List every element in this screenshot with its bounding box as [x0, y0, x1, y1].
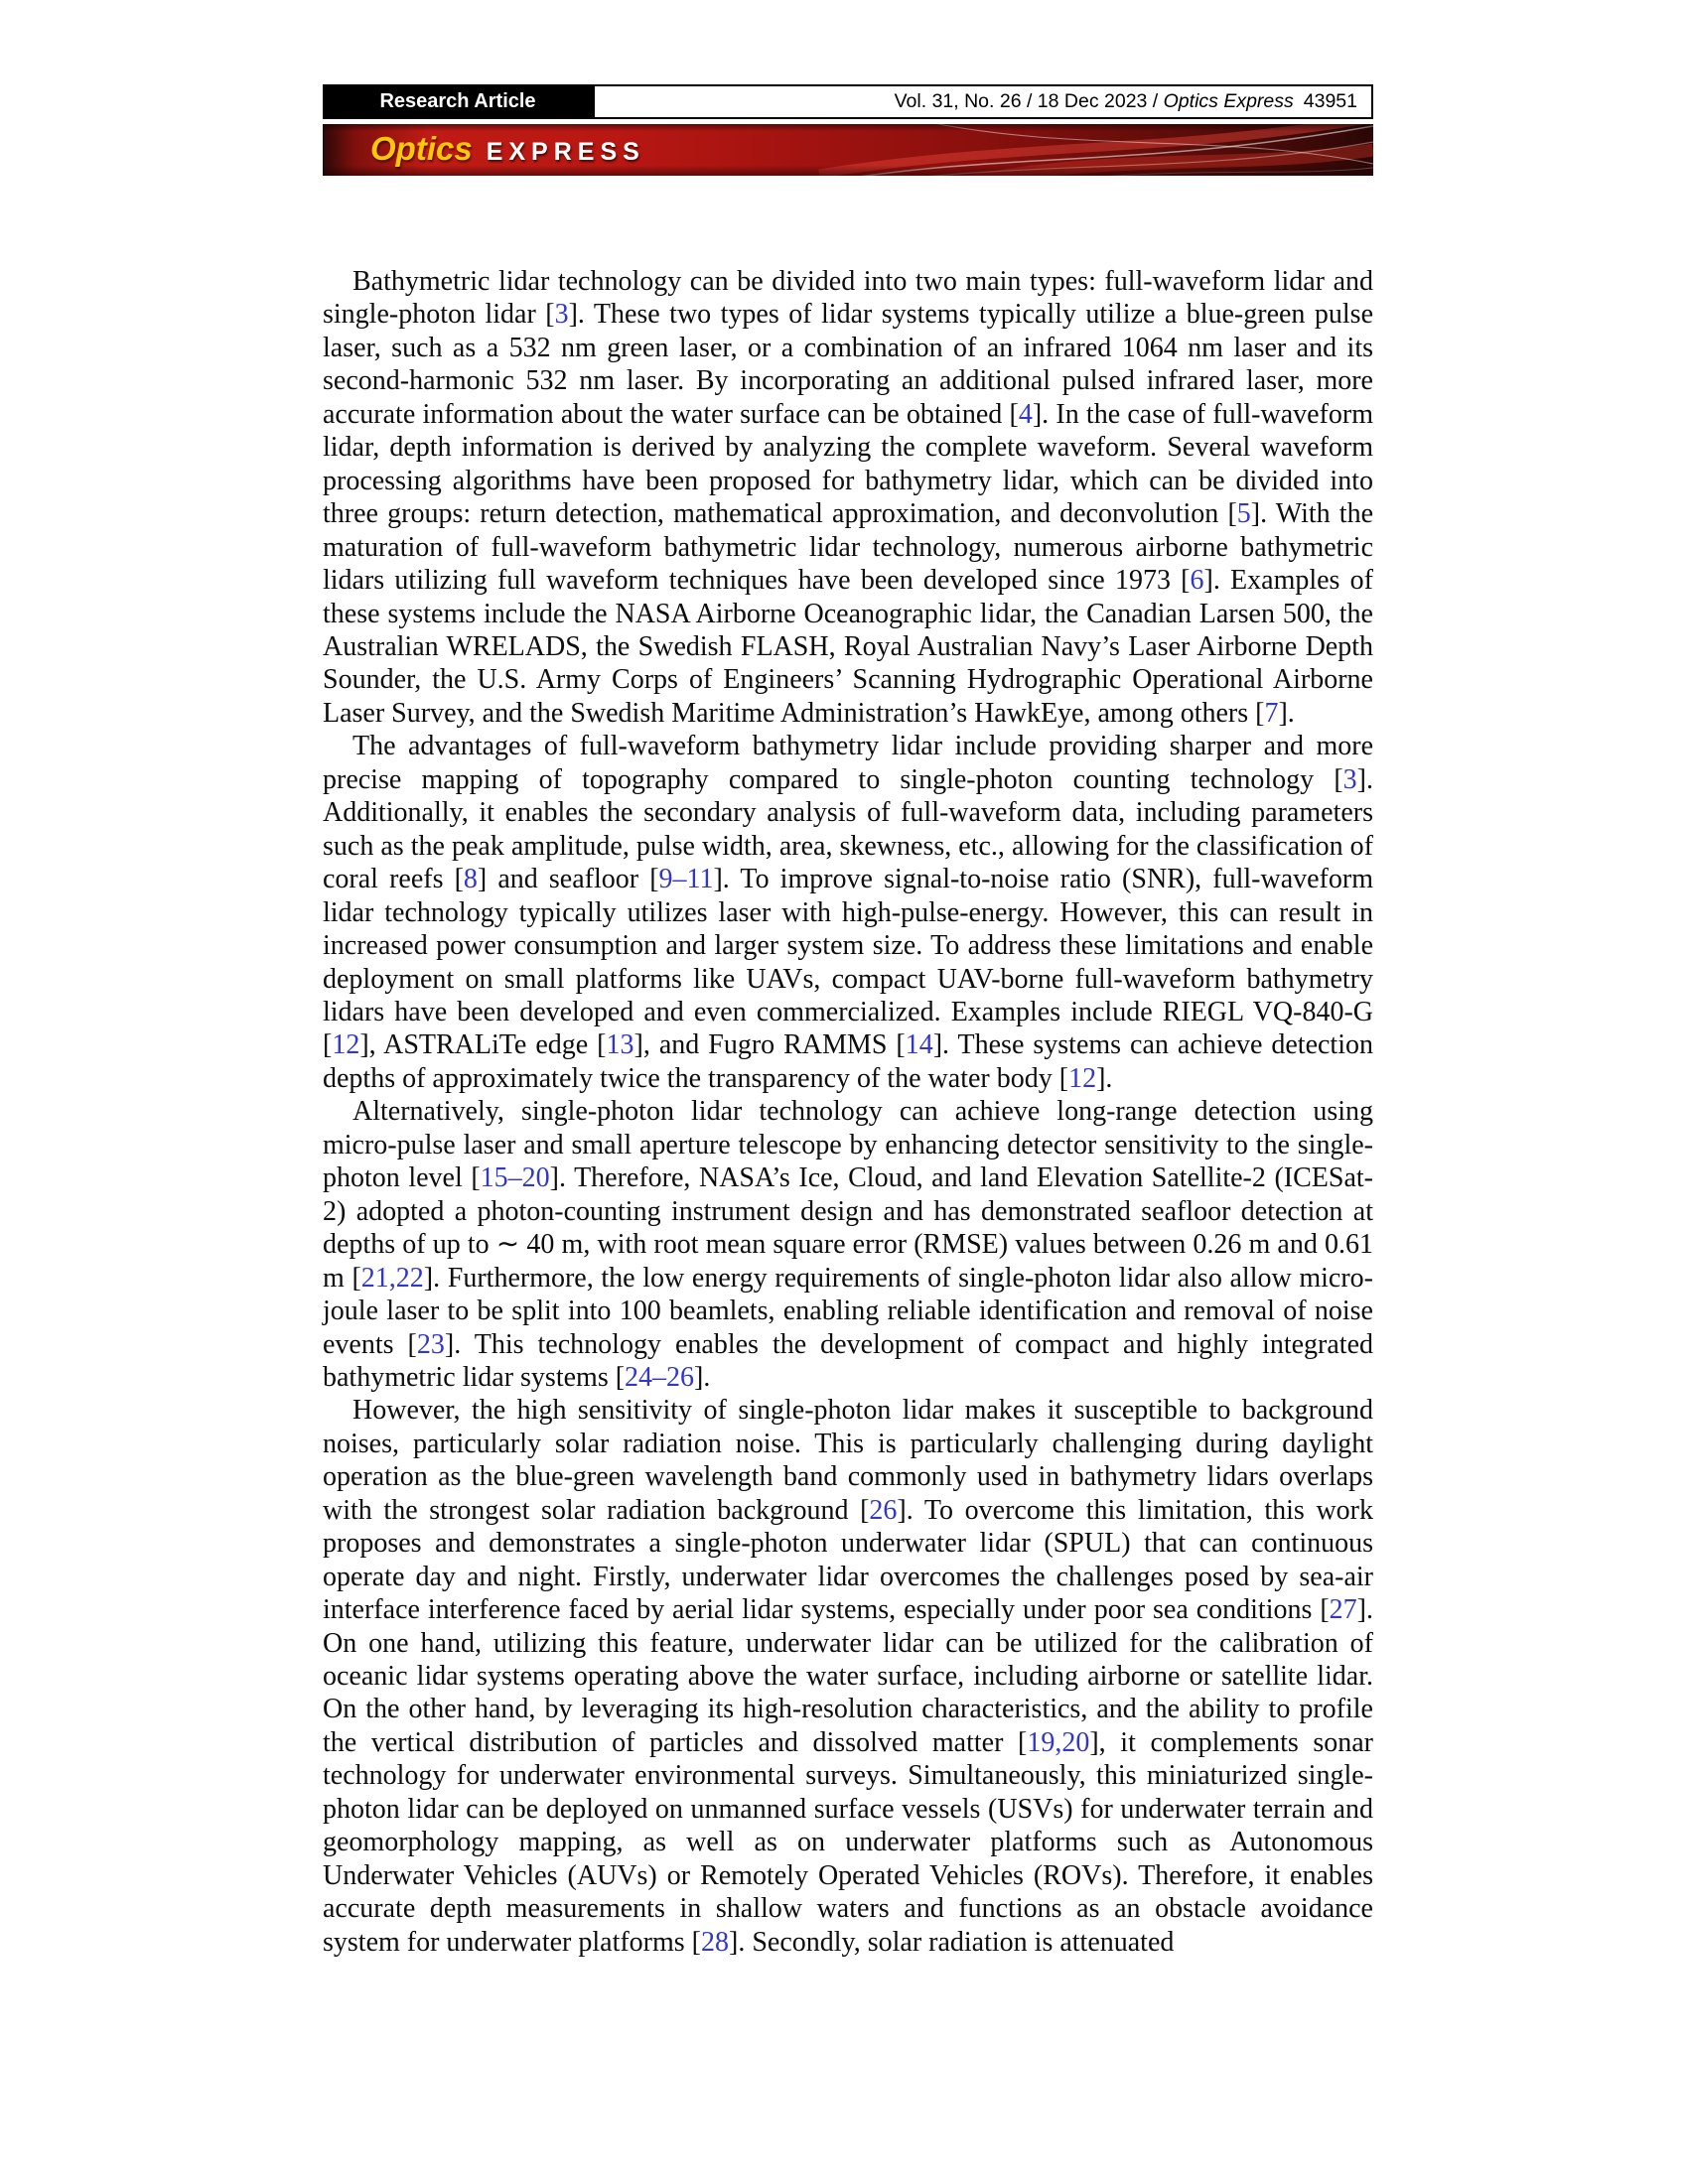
journal-header	[323, 84, 1373, 119]
citation-link[interactable]: 12	[332, 1029, 360, 1061]
citation-link[interactable]: 27	[1329, 1594, 1357, 1626]
citation-link[interactable]: 28	[701, 1926, 729, 1958]
citation-link[interactable]: 3	[554, 299, 569, 331]
brand-word-express: EXPRESS	[486, 138, 645, 167]
citation-link[interactable]: 26	[869, 1494, 898, 1526]
citation-link[interactable]: 15–20	[480, 1162, 550, 1194]
citation-link[interactable]: 3	[1342, 763, 1357, 795]
citation-link[interactable]: 19,20	[1027, 1726, 1090, 1758]
citation-link[interactable]: 21,22	[360, 1262, 424, 1294]
paragraph: Alternatively, single-photon lidar technology can achieve long-range detection using micro-pulse laser and small aperture telescope by enhancing detector sensitivity to the single-photon level [15–20]. Therefore, NASA’s Ice, Cloud, and land Elevation Satellite-2 (ICESat-2) adopted a photon-counting instrument design and has demonstrated seafloor detection at depths of up to ∼ 40 m, with root mean square error (RMSE) values between 0.26 m and 0.61 m [21,22]. Furthermore, the low energy requirements of single-photon lidar also allow micro-joule laser to be split into 100 beamlets, enabling reliable identification and removal of noise events [23]. This technology enables the development of compact and highly integrated bathymetric lidar systems [24–26].	[323, 1096, 1374, 1393]
page-number: 43951	[1303, 90, 1357, 112]
citation-link[interactable]: 6	[1190, 565, 1204, 597]
journal-banner	[323, 124, 1373, 176]
citation-link[interactable]: 7	[1264, 697, 1279, 729]
citation-link[interactable]: 24–26	[625, 1361, 695, 1393]
paragraph: The advantages of full-waveform bathymetry lidar include providing sharper and more precise mapping of topography compared to single-photon counting technology [3]. Additionally, it enables the secondary analysis of full-waveform data, including parameters such as the peak amplitude, pulse width, area, skewness, etc., allowing for the classification of coral reefs [8] and seafloor [9–11]. To improve signal-to-noise ratio (SNR), full-waveform lidar technology typically utilizes laser with high-pulse-energy. However, this can result in increased power consumption and larger system size. To address these limitations and enable deployment on small platforms like UAVs, compact UAV-borne full-waveform bathymetry lidars have been developed and even commercialized. Examples include RIEGL VQ-840-G [12], ASTRALiTe edge [13], and Fugro RAMMS [14]. These systems can achieve detection depths of approximately twice the transparency of the water body [12].	[323, 731, 1373, 1094]
citation-link[interactable]: 8	[463, 864, 478, 895]
article-type-badge	[323, 84, 593, 119]
page-content	[323, 84, 1373, 1959]
article-type-label: Research Article	[379, 90, 536, 112]
citation-link[interactable]: 5	[1236, 498, 1251, 530]
citation-link[interactable]: 14	[905, 1029, 933, 1061]
citation-link[interactable]: 12	[1068, 1062, 1097, 1094]
citation-link[interactable]: 23	[416, 1328, 445, 1360]
citation-link[interactable]: 9–11	[658, 864, 714, 895]
citation-link[interactable]: 13	[606, 1029, 634, 1061]
paragraph: Bathymetric lidar technology can be divided into two main types: full-waveform lidar and single-photon lidar [3]. These two types of lidar systems typically utilize a blue-green pulse laser, such as a 532 nm green laser, or a combination of an infrared 1064 nm laser and its second-harmonic 532 nm laser. By incorporating an additional pulsed infrared laser, more accurate information about the water surface can be obtained [4]. In the case of full-waveform lidar, depth information is derived by analyzing the complete waveform. Several waveform processing algorithms have been proposed for bathymetry lidar, which can be divided into three groups: return detection, mathematical approximation, and deconvolution [5]. With the maturation of full-waveform bathymetric lidar technology, numerous airborne bathymetric lidars utilizing full waveform techniques have been developed since 1973 [6]. Examples of these systems include the NASA Airborne Oceanographic lidar, the Canadian Larsen 500, the Australian WRELADS, the Swedish FLASH, Royal Australian Navy’s Laser Airborne Depth Sounder, the U.S. Army Corps of Engineers’ Scanning Hydrographic Operational Airborne Laser Survey, and the Swedish Maritime Administration’s HawkEye, among others [7].	[323, 266, 1374, 729]
citation-link[interactable]: 4	[1018, 398, 1033, 430]
article-body	[323, 265, 1373, 1959]
issue-info-text: Vol. 31, No. 26 / 18 Dec 2023 /	[894, 90, 1164, 112]
journal-name: Optics Express	[1163, 90, 1294, 112]
paragraph: However, the high sensitivity of single-photon lidar makes it susceptible to background noises, particularly solar radiation noise. This is particularly challenging during daylight operation as the blue-green wavelength band commonly used in bathymetry lidars overlaps with the strongest solar radiation background [26]. To overcome this limitation, this work proposes and demonstrates a single-photon underwater lidar (SPUL) that can continuous operate day and night. Firstly, underwater lidar overcomes the challenges posed by sea-air interface interference faced by aerial lidar systems, especially under poor sea conditions [27]. On one hand, utilizing this feature, underwater lidar can be utilized for the calibration of oceanic lidar systems operating above the water surface, including airborne or satellite lidar. On the other hand, by leveraging its high-resolution characteristics, and the ability to profile the vertical distribution of particles and dissolved matter [19,20], it complements sonar technology for underwater environmental surveys. Simultaneously, this miniaturized single-photon lidar can be deployed on unmanned surface vessels (USVs) for underwater terrain and geomorphology mapping, as well as on underwater platforms such as Autonomous Underwater Vehicles (AUVs) or Remotely Operated Vehicles (ROVs). Therefore, it enables accurate depth measurements in shallow waters and functions as an obstacle avoidance system for underwater platforms [28]. Secondly, solar radiation is attenuated	[323, 1395, 1374, 1958]
journal-brand	[370, 130, 645, 168]
brand-word-optics: Optics	[370, 130, 473, 168]
issue-info-box	[593, 84, 1373, 119]
